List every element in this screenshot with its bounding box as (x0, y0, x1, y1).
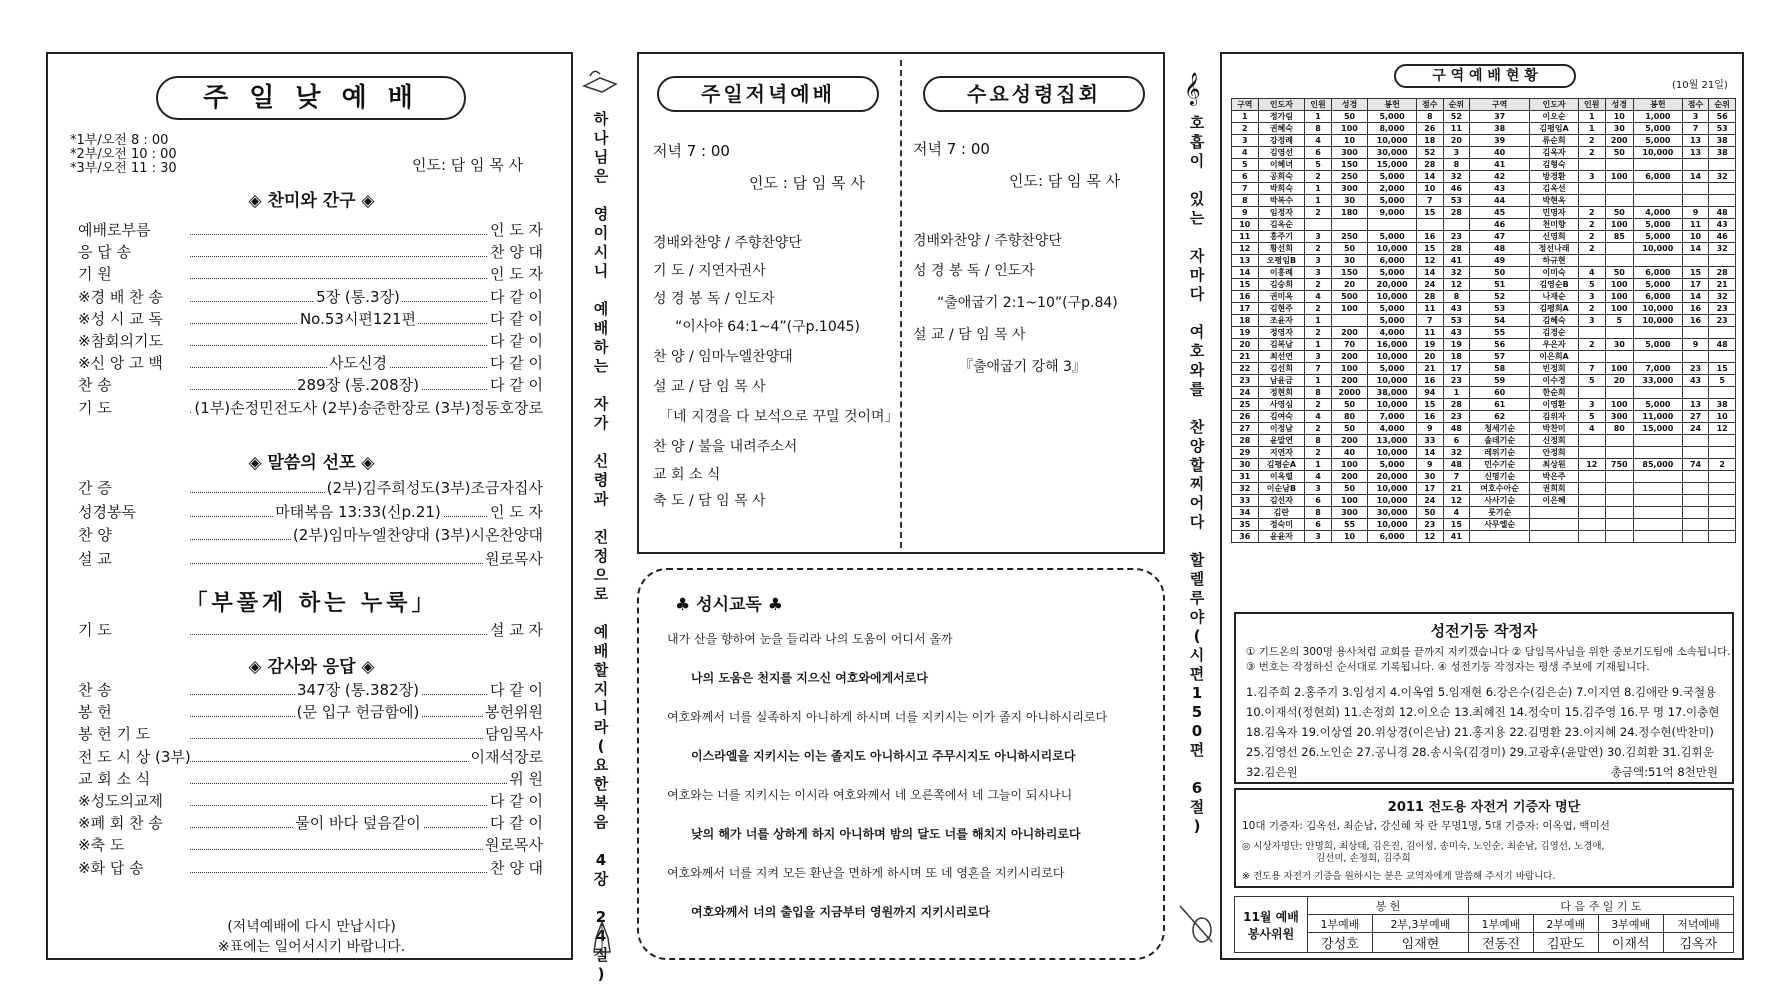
order-row (78, 791, 543, 811)
table-row: 10 김옥순 46 천미향 2 100 5,000 11 43 (1232, 219, 1736, 231)
order-role: 다 같 이 (489, 814, 543, 833)
table-header: 순위 (1443, 99, 1470, 111)
table-row: 22 김선희 7 100 5,000 21 17 58 빈정희 7 100 7,000 23 15 (1232, 363, 1736, 375)
order-row (78, 620, 543, 640)
order-role: 인 도 자 (489, 502, 543, 521)
table-row: 19 정영자 2 200 4,000 11 43 55 김경순 (1232, 327, 1736, 339)
duty-offering-header: 봉 헌 (1308, 897, 1469, 915)
table-row: 11 홍주기 3 250 5,000 16 23 47 신영희 2 85 5,000 10 46 (1232, 231, 1736, 243)
prayer-name-line: 18.김옥자 19.이상열 20.위상경(이은남) 21.홍지용 22.김명환 23.이지혜 24.정수현(박찬미) (1246, 725, 1714, 739)
bike-box (1234, 788, 1734, 888)
table-row: 9 임정자 2 180 9,000 15 28 45 민명자 2 50 4,000 9 48 (1232, 207, 1736, 219)
order-row (78, 835, 543, 855)
table-header: 성경 (1605, 99, 1633, 111)
order-label: 기 도 (78, 621, 112, 639)
order-detail: 마태복음 13:33(신p.21) (275, 502, 441, 521)
order-label: ※축 도 (78, 836, 125, 855)
order-role: (2부)김주희성도(3부)조금자집사 (326, 479, 543, 497)
order-role: 설 교 자 (489, 621, 543, 639)
table-row: 24 정현희 8 2000 38,000 94 1 60 한순희 (1232, 387, 1736, 399)
order-row (78, 680, 543, 700)
order-label: 응 답 송 (78, 243, 132, 262)
table-header: 인도자 (1258, 99, 1305, 111)
table-row: 28 윤말연 8 200 13,000 33 6 솔데기순 신정희 (1232, 435, 1736, 447)
duty-column: 3부예배 (1598, 915, 1663, 933)
order-row (78, 287, 543, 307)
section-thanks: ◈ 감사와 응답 ◈ (248, 657, 375, 677)
duty-name: 임재현 (1372, 933, 1468, 953)
order-row (78, 747, 543, 767)
reading-line: 여호와께서 너를 지켜 모든 환난을 면하게 하시며 또 네 영혼을 지키시리로다 (667, 866, 1065, 880)
district-date: (10월 21일) (1672, 80, 1728, 91)
duty-column: 2부예배 (1533, 915, 1598, 933)
order-role: 원로목사 (485, 549, 543, 568)
evening-item: 찬 양 / 임마누엘찬양대 (653, 349, 793, 365)
duty-table (1234, 896, 1734, 953)
order-role: 다 같 이 (489, 287, 543, 306)
table-row: 33 김선자 6 100 10,000 24 12 사사기순 이은혜 (1232, 495, 1736, 507)
order-row (78, 724, 543, 744)
reading-line: 여호와는 너를 지키시는 이시라 여호와께서 네 오른쪽에서 네 그늘이 되시나니 (667, 788, 1073, 802)
duty-label: 11월 예배 봉사위원 (1235, 897, 1308, 953)
order-row (78, 242, 543, 262)
table-row: 16 권미옥 4 500 10,000 28 8 52 나재순 3 100 6,000 14 32 (1232, 291, 1736, 303)
evening-item: 축 도 / 담 임 목 사 (653, 493, 766, 509)
responsive-reading-panel (637, 568, 1165, 960)
table-header: 점수 (1416, 99, 1443, 111)
order-row (78, 220, 543, 240)
order-row (78, 858, 543, 878)
table-row: 6 공희숙 2 250 5,000 14 32 42 방경환 3 100 6,000 14 32 (1232, 171, 1736, 183)
district-table (1231, 98, 1736, 543)
table-row: 31 이옥렬 4 200 20,000 30 7 신명기순 박은주 (1232, 471, 1736, 483)
table-header: 인원 (1578, 99, 1605, 111)
table-header: 봉헌 (1633, 99, 1682, 111)
table-row: 34 김란 8 300 30,000 50 4 룻기순 (1232, 507, 1736, 519)
reading-line: 나의 도움은 천지를 지으신 여호와에게서로다 (691, 671, 928, 685)
order-detail: 물이 바다 덮음같이 (295, 814, 421, 833)
wednesday-item: 성 경 봉 독 / 인도자 (913, 263, 1035, 279)
order-detail: 347장 (통.382장) (297, 681, 419, 699)
order-label: ※폐 회 찬 송 (78, 814, 163, 833)
order-row (78, 525, 543, 545)
prayer-last: 32.김은원 (1246, 765, 1298, 779)
order-label: 전 도 시 상 (3부) (78, 747, 191, 766)
order-detail: 289장 (통.208장) (297, 376, 419, 395)
order-role: 인 도 자 (489, 265, 543, 284)
table-row: 36 윤윤자 3 10 6,000 12 41 (1232, 531, 1736, 543)
wednesday-leader: 인도: 담 임 목 사 (1009, 172, 1121, 190)
order-role: 담임목사 (485, 725, 543, 744)
prayer-box (1234, 612, 1734, 784)
order-row (78, 353, 543, 373)
table-row: 17 김현주 2 100 5,000 11 43 53 김평희A 2 100 10,000 16 23 (1232, 303, 1736, 315)
table-row: 4 김영선 6 300 30,000 52 3 40 김옥자 2 50 10,000 13 38 (1232, 147, 1736, 159)
bike-line-4: ※ 전도용 자전거 기증을 원하시는 분은 교역자에게 말씀해 주시기 바랍니다. (1242, 871, 1556, 882)
duty-column: 2부,3부예배 (1372, 915, 1468, 933)
bike-line-3: 김선미, 손정희, 김주희 (1316, 853, 1411, 864)
footer-note-2: ※표에는 일어서시기 바랍니다. (217, 939, 406, 955)
order-role: 원로목사 (485, 836, 543, 855)
duty-column: 1부예배 (1308, 915, 1373, 933)
order-detail: 5장 (통.3장) (316, 287, 400, 306)
service-times: *1부/오전 8 : 00 *2부/오전 10 : 00 *3부/오전 11 : 30 (70, 133, 177, 176)
order-label: 설 교 (78, 549, 112, 568)
district-panel (1220, 52, 1744, 960)
prayer-name-line: 25.김영선 26.노인순 27.공니경 28.송시욱(김경미) 29.고광후(윤말연) 30.김희환 31.김휘운 (1246, 745, 1714, 759)
order-role: 다 같 이 (489, 354, 543, 373)
reading-line: 여호와께서 너를 실족하지 아니하게 하시며 너를 지키시는 이가 졸지 아니하시리로다 (667, 710, 1108, 724)
footer-note-1: (저녁예배에 다시 만납시다) (227, 919, 396, 935)
order-label: 찬 양 (78, 526, 112, 544)
table-row: 13 오평임B 3 30 6,000 12 41 49 하규현 (1232, 255, 1736, 267)
order-label: 봉 헌 (78, 703, 112, 722)
order-label: 봉 헌 기 도 (78, 725, 151, 744)
order-row (78, 549, 543, 569)
reading-title: ♣ 성시교독 ♣ (675, 595, 784, 615)
order-label: ※참회의기도 (78, 332, 164, 350)
order-detail: (문 입구 헌금함에) (296, 703, 420, 722)
evening-item: “이사야 64:1~4”(구p.1045) (675, 319, 861, 335)
bike-title: 2011 전도용 자전거 기증자 명단 (1387, 800, 1581, 815)
vertical-verse-1: 하 나 님 은 영 이 시 니 예 배 하 는 자 가 신 령 과 진 정 으 로 예 배 할 지 니 라 ( 요 한 복 음 4 장 2 4 절 ) (593, 110, 609, 983)
order-label: ※화 답 송 (78, 858, 144, 877)
wednesday-item: “출애굽기 2:1~10”(구p.84) (937, 295, 1118, 311)
order-role: 다 같 이 (489, 376, 543, 395)
order-detail: No.53시편121편 (299, 309, 417, 328)
divider (900, 60, 902, 548)
table-row: 26 김여숙 4 80 7,000 16 23 62 김위자 5 300 11,000 27 10 (1232, 411, 1736, 423)
duty-name: 전동진 (1469, 933, 1534, 953)
prayer-title: 성전기둥 작정자 (1430, 622, 1538, 640)
wednesday-time: 저녁 7 : 00 (913, 140, 990, 158)
table-row: 35 정숙미 6 55 10,000 23 15 사무엘순 (1232, 519, 1736, 531)
order-row (78, 264, 543, 284)
evening-time: 저녁 7 : 00 (653, 142, 730, 160)
table-row: 14 이홍례 3 150 5,000 14 32 50 이미숙 4 50 6,000 15 28 (1232, 267, 1736, 279)
order-label: 기 도 (78, 398, 112, 417)
order-label: 찬 송 (78, 376, 112, 395)
evening-item: 찬 양 / 불을 내려주소서 (653, 439, 798, 455)
order-label: ※경 배 찬 송 (78, 287, 163, 306)
evening-item: 기 도 / 지연자권사 (653, 263, 766, 279)
reading-line: 낮의 해가 너를 상하게 하지 아니하며 밤의 달도 너를 해치지 아니하리로다 (691, 827, 1081, 841)
order-label: 예배로부름 (78, 221, 151, 239)
order-role: (2부)임마누엘찬양대 (3부)시온찬양대 (292, 526, 543, 544)
table-row: 25 사영심 2 50 10,000 15 28 61 이영환 3 100 5,000 13 38 (1232, 399, 1736, 411)
table-row: 3 강정례 4 10 10,000 18 20 39 류순희 2 200 5,000 13 38 (1232, 135, 1736, 147)
sunday-service-title: 주 일 낮 예 배 (156, 76, 466, 120)
evening-leader: 인도 : 담 임 목 사 (749, 174, 865, 192)
table-row: 8 박복수 1 30 5,000 7 53 44 박현옥 (1232, 195, 1736, 207)
violin-icon (1172, 898, 1222, 948)
praying-hands-icon (584, 918, 620, 958)
service-leader: 인도: 담 임 목 사 (412, 156, 524, 174)
leader-dots (190, 771, 543, 784)
vertical-verse-2: 호 흡 이 있 는 자 마 다 여 호 와 를 찬 양 할 찌 어 다 할 렐 루 야 ( 시 편 1 5 0 편 6 절 ) (1189, 114, 1205, 835)
reading-line: 내가 산을 향하여 눈을 들리라 나의 도움이 어디서 올까 (667, 632, 953, 646)
table-row: 23 남윤금 1 200 10,000 16 23 59 이수경 5 20 33,000 43 5 (1232, 375, 1736, 387)
wednesday-item: 경배와찬양 / 주향찬양단 (913, 233, 1062, 249)
prayer-total: 총금액:51억 8천만원 (1610, 765, 1718, 779)
sermon-title: 「부풀게 하는 누룩」 (185, 591, 438, 616)
order-row (78, 375, 543, 395)
table-header: 순위 (1709, 99, 1736, 111)
order-role: 위 원 (509, 769, 543, 788)
evening-item: 교 회 소 식 (653, 467, 721, 483)
order-role: 다 같 이 (489, 792, 543, 810)
reading-line: 이스라엘을 지키시는 이는 졸지도 아니하시고 주무시지도 아니하시리로다 (691, 749, 1076, 763)
table-header: 봉헌 (1368, 99, 1417, 111)
bike-line-1: 10대 기증자: 김옥선, 최순남, 강신혜 차 란 무명1명, 5대 기증자: 이옥엽, 백미선 (1242, 820, 1610, 832)
order-label: 기 원 (78, 265, 112, 284)
order-role: 다 같 이 (489, 332, 543, 350)
order-role: 인 도 자 (489, 221, 543, 239)
order-row (78, 398, 543, 418)
order-row (78, 331, 543, 351)
order-row (78, 813, 543, 833)
table-header: 구역 (1232, 99, 1259, 111)
table-row: 32 이순남B 3 50 10,000 17 21 여호수아순 권희희 (1232, 483, 1736, 495)
prayer-name-line: 10.이재석(정현희) 11.손정희 12.이오순 13.최혜진 14.정숙미 15.김주영 16.무 명 17.이충현 (1246, 705, 1720, 719)
wednesday-item: 설 교 / 담 임 목 사 (913, 327, 1026, 343)
table-row: 1 정가림 1 50 5,000 8 52 37 이오순 1 10 1,000 3 56 (1232, 111, 1736, 123)
table-row: 18 조윤자 1 5,000 7 53 54 김혜숙 3 5 10,000 16 23 (1232, 315, 1736, 327)
duty-column: 저녁예배 (1663, 915, 1733, 933)
evening-item: 「네 지경을 다 보석으로 꾸밀 것이며」 (659, 409, 899, 425)
order-detail: 사도신경 (329, 354, 387, 373)
order-role: 봉헌위원 (485, 703, 543, 722)
duty-next-header: 다 음 주 일 기 도 (1469, 897, 1734, 915)
order-label: ※성도의교제 (78, 792, 164, 810)
order-label: 간 증 (78, 479, 112, 497)
evening-title: 주일저녁예배 (657, 76, 879, 112)
order-role: 찬 양 대 (489, 858, 543, 877)
wednesday-item: 『출애굽기 강해 3』 (959, 359, 1086, 375)
order-role: 다 같 이 (489, 309, 543, 328)
table-header: 인원 (1305, 99, 1332, 111)
order-label: ※성 시 교 독 (78, 309, 163, 328)
reading-line: 여호와께서 너의 출입을 지금부터 영원까지 지키시리로다 (691, 905, 991, 919)
order-role: 찬 양 대 (489, 243, 543, 262)
evening-panel (637, 52, 1165, 554)
duty-column: 1부예배 (1469, 915, 1534, 933)
order-row (78, 478, 543, 498)
duty-name: 김옥자 (1663, 933, 1733, 953)
order-role: 이재석장로 (470, 747, 543, 766)
table-header: 성경 (1331, 99, 1367, 111)
table-row: 29 지연자 2 40 10,000 14 32 레위기순 안정희 (1232, 447, 1736, 459)
table-header: 인도자 (1530, 99, 1579, 111)
evening-item: 설 교 / 담 임 목 사 (653, 379, 766, 395)
table-row: 2 권혜숙 8 100 8,000 26 11 38 김평임A 1 30 5,000 7 53 (1232, 123, 1736, 135)
table-row: 30 김평순A 1 100 5,000 9 48 민수기순 최상원 12 750 85,000 74 2 (1232, 459, 1736, 471)
sunday-service-panel (46, 52, 573, 960)
duty-name: 강성호 (1308, 933, 1373, 953)
order-label: 찬 송 (78, 681, 112, 699)
table-header: 구역 (1470, 99, 1530, 111)
table-row: 20 김복남 1 70 16,000 19 19 56 우은자 2 30 5,000 9 48 (1232, 339, 1736, 351)
bike-line-2: ◎ 시상자명단: 안명희, 최상태, 김은진, 김이성, 송미숙, 노인순, 최순남, 김영선, 노경애, (1242, 841, 1605, 852)
prayer-note-1: ① 기드온의 300명 용사처럼 교회를 끝까지 지키겠습니다 ② 담임목사님을 위한 중보기도팀에 소속됩니다. (1246, 646, 1731, 658)
wednesday-title: 수요성령집회 (923, 76, 1145, 112)
table-header: 점수 (1682, 99, 1709, 111)
section-praise: ◈ 찬미와 간구 ◈ (248, 191, 375, 211)
table-row: 5 이혜녀 5 150 15,000 28 8 41 김형숙 (1232, 159, 1736, 171)
prayer-note-2: ③ 번호는 작정하신 순서대로 기록됩니다. ④ 성전기둥 작정자는 평생 주보에 기재됩니다. (1246, 661, 1650, 673)
table-row: 21 최선연 3 200 10,000 20 18 57 이은희A (1232, 351, 1736, 363)
evening-item: 경배와찬양 / 주향찬양단 (653, 235, 802, 251)
order-row (78, 502, 543, 522)
duty-name: 이재석 (1598, 933, 1663, 953)
table-row: 27 이정남 2 50 4,000 9 48 청세기순 박찬미 4 80 15,000 24 12 (1232, 423, 1736, 435)
order-label: 성경봉독 (78, 502, 136, 521)
order-label: ※신 앙 고 백 (78, 354, 163, 373)
prayer-name-line: 1.김주희 2.홍주기 3.임성지 4.이옥엽 5.임재현 6.강은수(김은순) 7.이지연 8.김애란 9.국철용 (1246, 685, 1717, 699)
table-row: 7 박희숙 1 300 2,000 10 46 43 김옥선 (1232, 183, 1736, 195)
order-label: 교 회 소 식 (78, 769, 151, 788)
table-row: 12 황선희 2 50 10,000 15 28 48 정선나래 2 10,000 14 32 (1232, 243, 1736, 255)
duty-name: 김판도 (1533, 933, 1598, 953)
bible-icon (580, 64, 620, 94)
treble-clef-icon: 𝄞 (1184, 72, 1201, 105)
evening-item: 성 경 봉 독 / 인도자 (653, 291, 775, 307)
district-title: 구 역 예 배 현 황 (1394, 64, 1576, 88)
section-word: ◈ 말씀의 선포 ◈ (248, 453, 375, 473)
order-row (78, 702, 543, 722)
table-row: 15 김숭희 2 20 20,000 24 12 51 김영순B 5 100 5,000 17 21 (1232, 279, 1736, 291)
order-role: (1부)손정민전도사 (2부)송준한장로 (3부)정동호장로 (194, 398, 543, 417)
order-row (78, 309, 543, 329)
order-row (78, 769, 543, 789)
order-role: 다 같 이 (489, 681, 543, 699)
